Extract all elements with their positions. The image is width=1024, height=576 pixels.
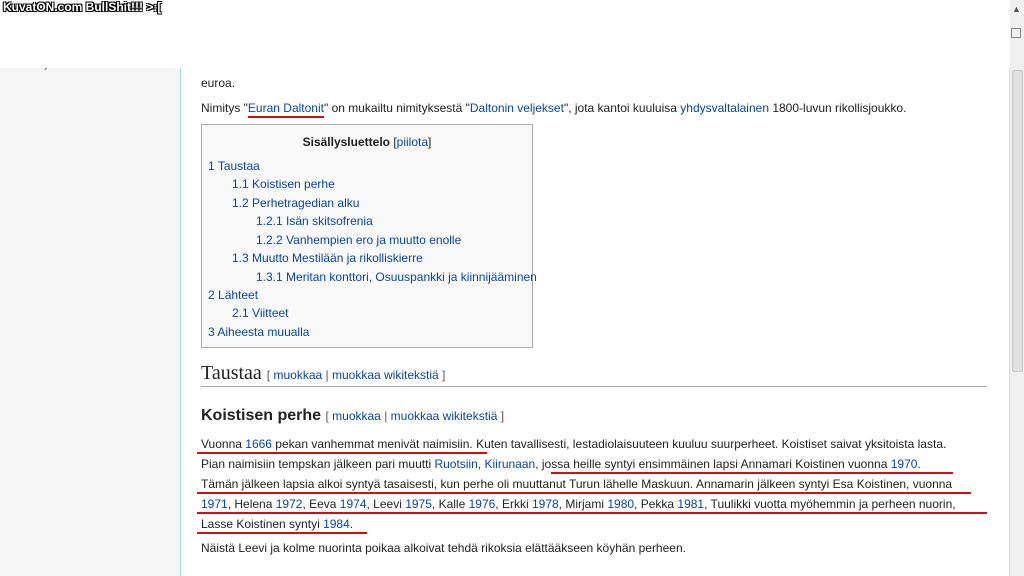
edit-link[interactable]: muokkaa [273,368,323,382]
toc-item[interactable] [232,177,335,191]
year-link[interactable]: 1972 [275,497,303,511]
para-line-1: Vuonna 1666 pekan vanhemmat menivät naimisiin. Kuten tavallisesti, lestadiolaisuuteen kuuluu suurperheet. Koistiset saivat yksitoista lasta. [201,437,947,451]
para-line-4 [201,494,1001,514]
toc-item[interactable] [232,196,359,210]
line4-text: , Pekka [634,497,678,511]
toc-item-number[interactable]: 1.3.1 [256,270,283,284]
toc-item-label[interactable]: Aiheesta muualla [217,325,310,339]
toc-item-label[interactable]: Viitteet [252,306,289,320]
year-link[interactable]: 1970 [890,457,918,471]
toc-item[interactable] [256,270,537,284]
section-heading-koistisen-perhe: Koistisen perhe [ muokkaa | muokkaa wikitekstiä ] [201,407,505,424]
watermark-bar [0,0,1010,68]
year-link[interactable]: 1984 [323,517,350,531]
link-kiiruna[interactable]: Kiirunaan [484,457,536,471]
intro-line-end: euroa. [201,76,236,90]
para-line-2: Pian naimisiin tempskan jälkeen pari muutti Ruotsiin, Kiirunaan, jossa heille syntyi ensimmäinen lapsi Annamari Koistinen vuonna 1970. [201,457,921,471]
toc-item-number[interactable]: 3 [208,325,215,339]
year-link[interactable]: 1974 [339,497,367,511]
toc-item-label[interactable]: Muutto Mestilään ja rikolliskierre [252,251,423,265]
red-underline [197,532,367,534]
article-content [181,68,1010,576]
toc-item-number[interactable]: 2 [208,288,215,302]
toc-item-number[interactable]: 1.2.1 [256,214,283,228]
toc-item-number[interactable]: 2.1 [232,306,249,320]
window-restore-icon[interactable] [1011,28,1021,38]
edit-source-link[interactable]: muokkaa wikitekstiä [331,368,439,382]
year-link[interactable]: 1980 [607,497,635,511]
line4-text: , Leevi [366,497,406,511]
para-line-3: Tämän jälkeen lapsia alkoi syntyä tasaisesti, kun perhe oli muuttanut Turun lähelle Maskuun. Annamarin jälkeen syntyi Esa Koistinen, vuonna [201,477,953,491]
link-euran-daltonit[interactable]: Euran Daltonit [248,101,324,118]
link-yhdysvaltalainen[interactable]: yhdysvaltalainen [680,101,769,115]
edit-link[interactable]: muokkaa [332,409,381,423]
para-line-6: Näistä Leevi ja kolme nuorinta poikaa alkoivat tehdä rikoksia elättääkseen köyhän perheen. [201,541,686,555]
toc-toggle-link[interactable]: piilota [396,135,429,149]
line4-text: , Mirjami [558,497,608,511]
toc-item-number[interactable]: 1 [208,159,215,173]
toc-item-label[interactable]: Perhetragedian alku [252,196,360,210]
section-divider [201,386,987,387]
toc-item-label[interactable]: Koistisen perhe [252,177,335,191]
toc-item-label[interactable]: Isän skitsofrenia [286,214,373,228]
toc-item-number[interactable]: 1.2.2 [256,233,283,247]
link-daltonin-veljekset[interactable]: Daltonin veljekset [469,101,564,115]
year-link[interactable]: 1666 [245,437,272,451]
scroll-up-arrow-icon[interactable]: ▲ [1012,4,1021,14]
scrollbar-thumb[interactable] [1012,70,1023,372]
line4-text: , Eeva [302,497,340,511]
line4-end: , Tuulikki vuotta myöhemmin ja perheen nuorin, [704,497,956,511]
red-underline [197,512,987,514]
toc-item-label[interactable]: Lähteet [218,288,259,302]
red-underline [551,472,953,474]
edit-source-link[interactable]: muokkaa wikitekstiä [390,409,498,423]
section-heading-taustaa: Taustaa [ muokkaa | muokkaa wikitekstiä ] [201,362,446,384]
line4-text: , Helena [227,497,276,511]
year-link[interactable]: 1971 [201,497,228,511]
toc-item-label[interactable]: Meritan konttori, Osuuspankki ja kiinnijääminen [286,270,537,284]
toc-item-number[interactable]: 1.1 [232,177,249,191]
vertical-scrollbar[interactable] [1009,0,1024,576]
toc-item[interactable] [232,306,289,320]
year-link[interactable]: 1978 [531,497,559,511]
watermark-text: KuvatON.com BullShit!!! >:[ [3,0,162,14]
red-underline [197,492,971,494]
toc-item[interactable] [208,325,309,339]
table-of-contents [201,124,537,348]
toc-item-label[interactable]: Taustaa [217,159,260,173]
toc-title: Sisällysluettelo [piilota] [302,135,432,149]
toc-item[interactable] [256,233,461,247]
para-line-5: Lasse Koistinen syntyi 1984. [201,517,354,531]
year-link[interactable]: 1975 [405,497,432,511]
toc-item-number[interactable]: 1.3 [232,251,249,265]
toc-item-number[interactable]: 1.2 [232,196,249,210]
link-ruotsi[interactable]: Ruotsiin [434,457,478,471]
line4-text: , Erkki [495,497,532,511]
sidebar [0,0,181,576]
toc-item[interactable] [256,214,373,228]
year-link[interactable]: 1981 [677,497,705,511]
toc-item[interactable] [208,288,258,302]
toc-item-label[interactable]: Vanhempien ero ja muutto enolle [286,233,462,247]
red-underline [197,452,487,454]
line4-text: , Kalle [431,497,469,511]
naming-paragraph: Nimitys "Euran Daltonit" on mukailtu nimityksestä "Daltonin veljekset", jota kantoi kuuluisa yhdysvaltalainen 1800-luvun rikollisjoukko. [201,98,906,118]
toc-item[interactable] [208,159,260,173]
toc-item[interactable] [232,251,423,265]
year-link[interactable]: 1976 [468,497,496,511]
